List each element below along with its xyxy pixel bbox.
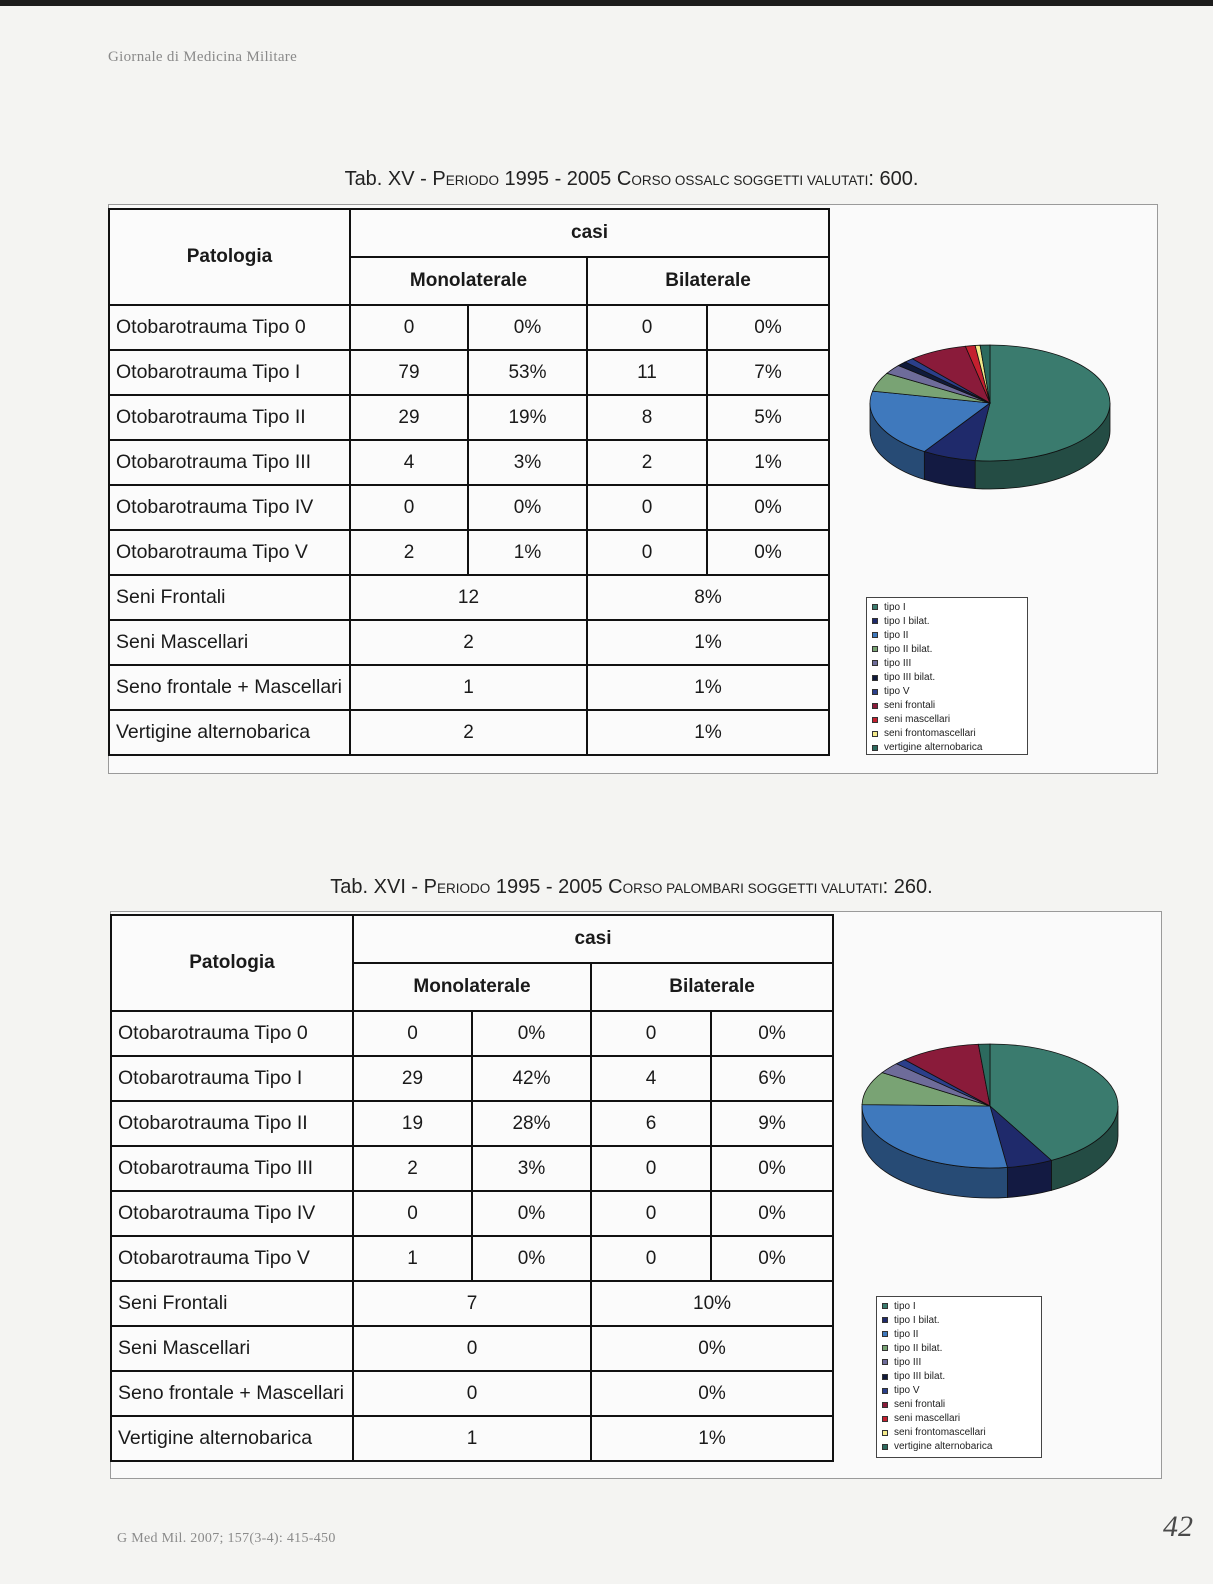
mono-count: 0 (353, 1011, 472, 1056)
row-label: Otobarotrauma Tipo V (109, 530, 350, 575)
mono-count: 1 (353, 1236, 472, 1281)
mono-percent: 42% (472, 1056, 591, 1101)
row-label: Otobarotrauma Tipo III (109, 440, 350, 485)
bi-count: 0 (587, 530, 707, 575)
legend-swatch (872, 604, 878, 610)
bi-count: 0 (591, 1191, 711, 1236)
row-label: Seni Frontali (111, 1281, 353, 1326)
legend-swatch (872, 731, 878, 737)
legend-item (872, 670, 1027, 684)
header-bilaterale: Bilaterale (591, 963, 833, 1011)
mono-percent: 0% (472, 1236, 591, 1281)
legend-label: tipo V (884, 686, 910, 698)
table-row (109, 530, 829, 575)
row-label: Seni Frontali (109, 575, 350, 620)
legend-label: tipo II (894, 1328, 919, 1340)
legend-item (872, 699, 1027, 713)
caption-periodo-rest: ERIODO (445, 173, 499, 188)
row-label: Otobarotrauma Tipo II (111, 1101, 353, 1146)
legend-item (882, 1384, 1041, 1398)
legend-item (872, 685, 1027, 699)
table-row (111, 1236, 833, 1281)
mono-count: 29 (353, 1056, 472, 1101)
legend-item (882, 1313, 1041, 1327)
table-caption-xvi (0, 876, 1213, 899)
percent: 10% (591, 1281, 833, 1326)
row-label: Seni Mascellari (109, 620, 350, 665)
legend-item (882, 1426, 1041, 1440)
legend-swatch (882, 1416, 888, 1422)
mono-count: 0 (350, 305, 468, 350)
table-row (111, 1146, 833, 1191)
data-table-xvi (110, 914, 834, 1462)
caption-total: 260 (893, 876, 928, 898)
table-row (109, 395, 829, 440)
row-label: Otobarotrauma Tipo IV (109, 485, 350, 530)
row-label: Otobarotrauma Tipo V (111, 1236, 353, 1281)
legend-swatch (872, 660, 878, 666)
bi-percent: 0% (707, 305, 829, 350)
pie-legend-xvi (876, 1296, 1042, 1458)
row-label: Otobarotrauma Tipo 0 (111, 1011, 353, 1056)
percent: 8% (587, 575, 829, 620)
mono-count: 4 (350, 440, 468, 485)
header-monolaterale: Monolaterale (350, 257, 587, 305)
row-label: Vertigine alternobarica (111, 1416, 353, 1461)
count: 2 (350, 710, 587, 755)
bi-count: 0 (587, 485, 707, 530)
table-row (109, 440, 829, 485)
legend-swatch (882, 1444, 888, 1450)
legend-label: seni frontomascellari (894, 1427, 986, 1439)
data-table-xv (108, 208, 830, 756)
legend-swatch (872, 646, 878, 652)
table-row (111, 1011, 833, 1056)
table-row (109, 620, 829, 665)
page-number: 42 (1163, 1510, 1193, 1543)
legend-item (882, 1440, 1041, 1454)
row-label: Otobarotrauma Tipo I (111, 1056, 353, 1101)
legend-label: tipo II (884, 629, 909, 641)
legend-swatch (872, 675, 878, 681)
table-row (109, 665, 829, 710)
legend-item (872, 656, 1027, 670)
mono-percent: 0% (468, 485, 587, 530)
caption-years: 1995 - 2005 (490, 876, 609, 898)
count: 1 (350, 665, 587, 710)
caption-corso-initial: C (608, 876, 623, 898)
mono-percent: 3% (468, 440, 587, 485)
legend-label: tipo I bilat. (884, 615, 930, 627)
legend-label: tipo I (884, 601, 906, 613)
header-patologia: Patologia (111, 915, 353, 1011)
mono-count: 0 (350, 485, 468, 530)
row-label: Seno frontale + Mascellari (111, 1371, 353, 1416)
mono-count: 2 (353, 1146, 472, 1191)
legend-item (882, 1355, 1041, 1369)
legend-label: tipo II bilat. (894, 1342, 943, 1354)
caption-colon: : (882, 876, 894, 898)
legend-label: vertigine alternobarica (884, 742, 983, 754)
count: 7 (353, 1281, 591, 1326)
mono-percent: 0% (472, 1011, 591, 1056)
legend-swatch (882, 1331, 888, 1337)
legend-swatch (882, 1430, 888, 1436)
mono-count: 29 (350, 395, 468, 440)
legend-label: tipo V (894, 1385, 920, 1397)
mono-count: 19 (353, 1101, 472, 1146)
count: 12 (350, 575, 587, 620)
legend-item (872, 642, 1027, 656)
caption-end: . (912, 168, 919, 190)
caption-prefix: Tab. XV - (344, 168, 433, 190)
caption-course: PALOMBARI SOGGETTI VALUTATI (662, 881, 883, 896)
legend-label: vertigine alternobarica (894, 1441, 993, 1453)
row-label: Otobarotrauma Tipo 0 (109, 305, 350, 350)
legend-label: seni frontomascellari (884, 728, 976, 740)
legend-swatch (872, 632, 878, 638)
legend-item (882, 1398, 1041, 1412)
count: 1 (353, 1416, 591, 1461)
caption-course: OSSALC SOGGETTI VALUTATI (671, 173, 869, 188)
caption-end: . (927, 876, 933, 898)
bi-percent: 0% (711, 1011, 833, 1056)
table-row (111, 1191, 833, 1236)
legend-item (872, 727, 1027, 741)
legend-swatch (882, 1374, 888, 1380)
legend-swatch (872, 703, 878, 709)
mono-percent: 0% (468, 305, 587, 350)
bi-count: 2 (587, 440, 707, 485)
legend-label: tipo I (894, 1300, 916, 1312)
count: 2 (350, 620, 587, 665)
legend-label: tipo II bilat. (884, 643, 933, 655)
table-row (109, 575, 829, 620)
table-row (111, 1371, 833, 1416)
bi-count: 8 (587, 395, 707, 440)
mono-count: 79 (350, 350, 468, 395)
legend-item (882, 1412, 1041, 1426)
legend-item (882, 1299, 1041, 1313)
legend-label: tipo III (884, 657, 912, 669)
header-monolaterale: Monolaterale (353, 963, 591, 1011)
footer-citation: G Med Mil. 2007; 157(3-4): 415-450 (117, 1531, 336, 1546)
bi-percent: 0% (711, 1236, 833, 1281)
percent: 1% (587, 620, 829, 665)
bi-percent: 9% (711, 1101, 833, 1146)
percent: 0% (591, 1371, 833, 1416)
bi-count: 0 (591, 1146, 711, 1191)
table-row (109, 485, 829, 530)
caption-prefix: Tab. XVI - (330, 876, 424, 898)
header-casi: casi (353, 915, 833, 963)
legend-swatch (872, 717, 878, 723)
header-casi: casi (350, 209, 829, 257)
legend-swatch (882, 1388, 888, 1394)
legend-label: seni frontali (884, 700, 936, 712)
mono-percent: 0% (472, 1191, 591, 1236)
legend-item (872, 628, 1027, 642)
legend-item (872, 614, 1027, 628)
legend-label: tipo I bilat. (894, 1314, 940, 1326)
percent: 1% (591, 1416, 833, 1461)
table-caption-xv (0, 168, 1213, 191)
percent: 1% (587, 665, 829, 710)
caption-periodo-initial: P (432, 168, 446, 190)
legend-swatch (882, 1303, 888, 1309)
mono-percent: 28% (472, 1101, 591, 1146)
row-label: Otobarotrauma Tipo I (109, 350, 350, 395)
pie-chart-xv (862, 335, 1122, 500)
caption-total: 600 (879, 168, 913, 190)
row-label: Otobarotrauma Tipo IV (111, 1191, 353, 1236)
bi-percent: 0% (707, 485, 829, 530)
bi-count: 6 (591, 1101, 711, 1146)
legend-label: tipo III bilat. (884, 672, 936, 684)
legend-swatch (882, 1359, 888, 1365)
mono-count: 0 (353, 1191, 472, 1236)
legend-label: tipo III (894, 1356, 922, 1368)
bi-percent: 6% (711, 1056, 833, 1101)
legend-swatch (882, 1317, 888, 1323)
legend-item (882, 1327, 1041, 1341)
caption-corso-rest: ORSO (631, 173, 672, 188)
caption-periodo-rest: ERIODO (437, 881, 491, 896)
count: 0 (353, 1326, 591, 1371)
row-label: Seno frontale + Mascellari (109, 665, 350, 710)
bi-percent: 5% (707, 395, 829, 440)
legend-label: tipo III bilat. (894, 1371, 946, 1383)
bi-percent: 7% (707, 350, 829, 395)
mono-percent: 1% (468, 530, 587, 575)
percent: 0% (591, 1326, 833, 1371)
legend-item (882, 1341, 1041, 1355)
legend-label: seni mascellari (894, 1413, 961, 1425)
bi-percent: 1% (707, 440, 829, 485)
caption-corso-rest: ORSO (622, 881, 663, 896)
mono-percent: 19% (468, 395, 587, 440)
table-row (111, 1326, 833, 1371)
count: 0 (353, 1371, 591, 1416)
bi-percent: 0% (711, 1146, 833, 1191)
legend-item (872, 741, 1027, 755)
bi-count: 0 (591, 1011, 711, 1056)
caption-colon: : (868, 168, 880, 190)
row-label: Vertigine alternobarica (109, 710, 350, 755)
legend-item (872, 600, 1027, 614)
bi-percent: 0% (711, 1191, 833, 1236)
row-label: Otobarotrauma Tipo III (111, 1146, 353, 1191)
table-row (109, 350, 829, 395)
running-head: Giornale di Medicina Militare (108, 49, 298, 65)
table-row (111, 1281, 833, 1326)
caption-periodo-initial: P (423, 876, 437, 898)
legend-item (882, 1369, 1041, 1383)
pie-chart-xvi (856, 1035, 1128, 1205)
header-bilaterale: Bilaterale (587, 257, 829, 305)
legend-item (872, 713, 1027, 727)
legend-label: seni frontali (894, 1399, 946, 1411)
table-row (111, 1056, 833, 1101)
scan-top-edge (0, 0, 1213, 6)
header-patologia: Patologia (109, 209, 350, 305)
table-row (111, 1101, 833, 1146)
legend-label: seni mascellari (884, 714, 951, 726)
row-label: Otobarotrauma Tipo II (109, 395, 350, 440)
legend-swatch (872, 745, 878, 751)
legend-swatch (882, 1402, 888, 1408)
table-row (109, 305, 829, 350)
percent: 1% (587, 710, 829, 755)
legend-swatch (872, 689, 878, 695)
bi-count: 11 (587, 350, 707, 395)
bi-percent: 0% (707, 530, 829, 575)
mono-percent: 53% (468, 350, 587, 395)
caption-years: 1995 - 2005 (498, 168, 617, 190)
caption-corso-initial: C (616, 168, 632, 190)
legend-swatch (872, 618, 878, 624)
pie-legend-xv (866, 597, 1028, 755)
row-label: Seni Mascellari (111, 1326, 353, 1371)
bi-count: 0 (587, 305, 707, 350)
mono-percent: 3% (472, 1146, 591, 1191)
bi-count: 0 (591, 1236, 711, 1281)
table-row (109, 710, 829, 755)
bi-count: 4 (591, 1056, 711, 1101)
table-row (111, 1416, 833, 1461)
mono-count: 2 (350, 530, 468, 575)
legend-swatch (882, 1345, 888, 1351)
